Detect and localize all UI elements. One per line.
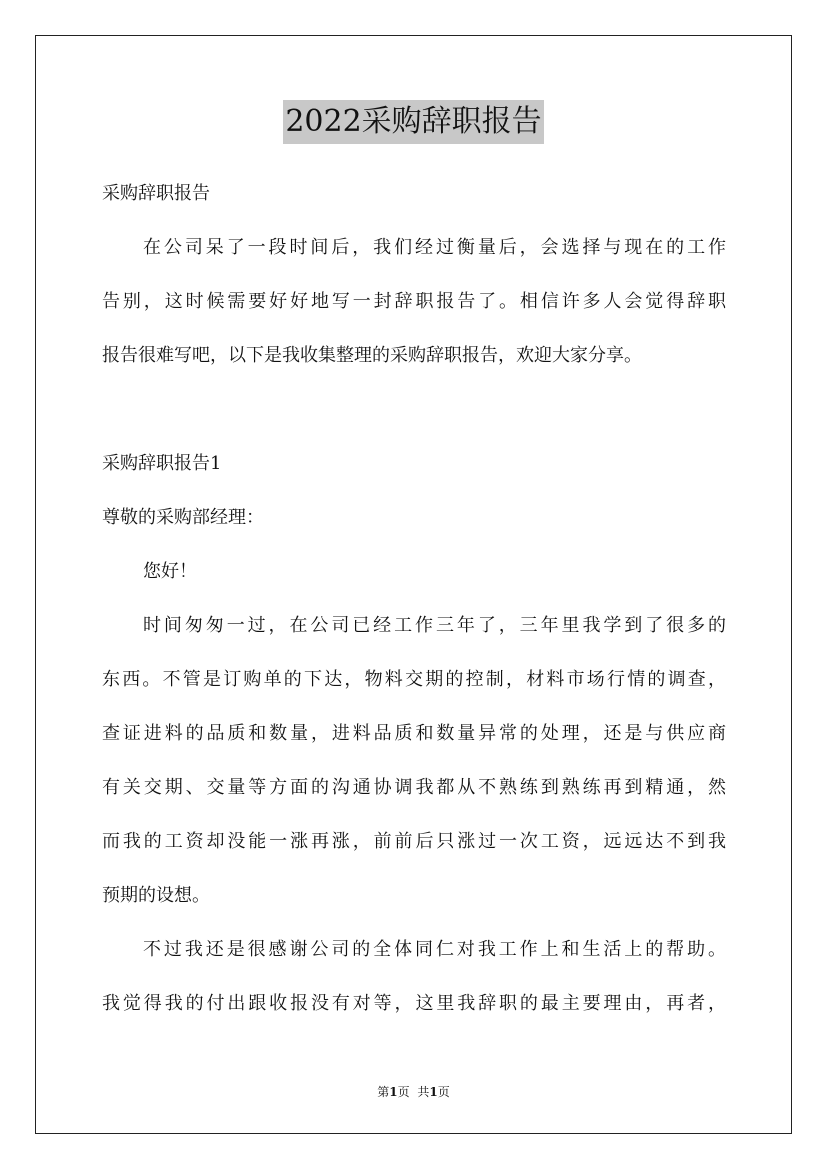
paragraph-line: 时间匆匆一过，在公司已经工作三年了，三年里我学到了很多的 xyxy=(143,615,726,636)
paragraph-line: 我觉得我的付出跟收报没有对等，这里我辞职的最主要理由，再者， xyxy=(102,993,726,1014)
document-title: 2022采购辞职报告 xyxy=(283,100,543,144)
footer-page-unit: 页 xyxy=(397,1085,410,1099)
salutation: 尊敬的采购部经理： xyxy=(102,507,264,528)
section-heading: 采购辞职报告 xyxy=(102,183,210,204)
greeting: 您好！ xyxy=(143,561,197,582)
title-container xyxy=(0,100,827,144)
footer-total-prefix: 共 xyxy=(417,1085,430,1099)
paragraph-line: 预期的设想。 xyxy=(102,885,210,906)
paragraph-line: 报告很难写吧，以下是我收集整理的采购辞职报告，欢迎大家分享。 xyxy=(102,345,642,366)
paragraph-line: 不过我还是很感谢公司的全体同仁对我工作上和生活上的帮助。 xyxy=(143,939,726,960)
paragraph-line: 东西。不管是订购单的下达，物料交期的控制，材料市场行情的调查， xyxy=(102,669,726,690)
paragraph-line: 而我的工资却没能一涨再涨，前前后只涨过一次工资，远远达不到我 xyxy=(102,831,726,852)
paragraph-line: 查证进料的品质和数量，进料品质和数量异常的处理，还是与供应商 xyxy=(102,723,726,744)
footer-total-unit: 页 xyxy=(437,1085,450,1099)
footer-page-prefix: 第 xyxy=(377,1085,390,1099)
section-heading: 采购辞职报告1 xyxy=(102,453,222,474)
paragraph-line: 有关交期、交量等方面的沟通协调我都从不熟练到熟练再到精通，然 xyxy=(102,777,726,798)
paragraph-line: 告别，这时候需要好好地写一封辞职报告了。相信许多人会觉得辞职 xyxy=(102,291,726,312)
paragraph-line: 在公司呆了一段时间后，我们经过衡量后，会选择与现在的工作 xyxy=(143,237,726,258)
page-footer xyxy=(0,1084,827,1100)
footer-page-current: 1 xyxy=(389,1085,398,1099)
footer-page-total: 1 xyxy=(429,1085,438,1099)
